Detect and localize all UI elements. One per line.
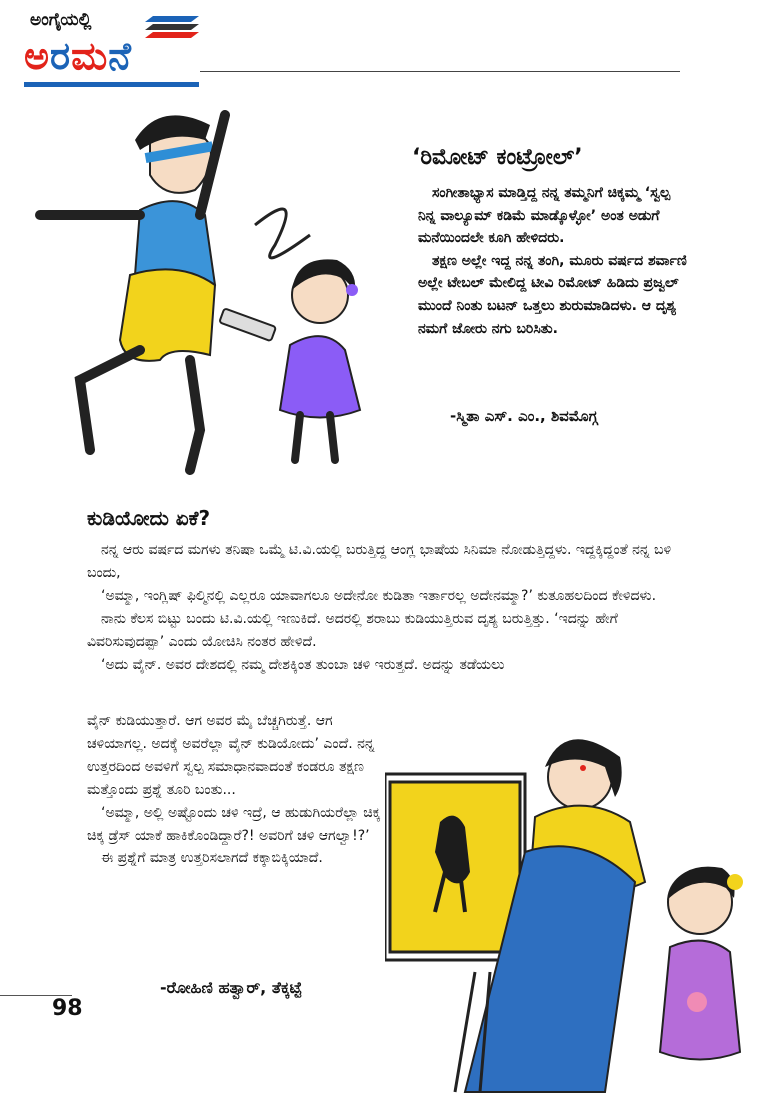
story1-title: ‘ರಿಮೋಟ್ ಕಂಟ್ರೋಲ್’ xyxy=(412,145,583,170)
story2-body-full-width xyxy=(87,539,677,676)
boy-dancing-girl-remote-illustration xyxy=(0,95,395,490)
masthead-title xyxy=(24,34,132,79)
story1-paragraph: ಸಂಗೀತಾಭ್ಯಾಸ ಮಾಡ್ತಿದ್ದ ನನ್ನ ತಮ್ಮನಿಗೆ ಚಿಕ್ಕಮ್ಮ ‘ಸ್ವಲ್ಪ ನಿನ್ನ ವಾಲ್ಯೂಮ್ ಕಡಿಮೆ ಮಾಡ್ಕೊಳ್ಳೋ’ ಅಂತ ಅಡುಗೆ ಮನೆಯಿಂದಲೇ ಕೂಗಿ ಹೇಳಿದರು. xyxy=(418,185,671,247)
story2-paragraph: ವೈನ್ ಕುಡಿಯುತ್ತಾರೆ. ಆಗ ಅವರ ಮೈ ಬೆಚ್ಚಗಿರುತ್ತೆ. ಆಗ ಚಳಿಯಾಗಲ್ಲ. ಅದಕ್ಕೆ ಅವರೆಲ್ಲಾ ವೈನ್ ಕುಡಿಯೋದು’ ಎಂದೆ. ನನ್ನ ಉತ್ತರದಿಂದ ಅವಳಿಗೆ ಸ್ವಲ್ಪ ಸಮಾಧಾನವಾದಂತೆ ಕಂಡರೂ ತಕ್ಷಣ ಮತ್ತೊಂದು ಪ್ರಶ್ನೆ ತೂರಿ ಬಂತು... xyxy=(87,713,375,798)
story1-signature: -ಸ್ಮಿತಾ ಎಸ್. ಎಂ., ಶಿವಮೊಗ್ಗ xyxy=(450,407,598,425)
story2-paragraph: ‘ಅದು ವೈನ್. ಅವರ ದೇಶದಲ್ಲಿ ನಮ್ಮ ದೇಶಕ್ಕಿಂತ ತುಂಬಾ ಚಳಿ ಇರುತ್ತದೆ. ಅದನ್ನು ತಡೆಯಲು xyxy=(101,656,505,673)
story2-paragraph: ಈ ಪ್ರಶ್ನೆಗೆ ಮಾತ್ರ ಉತ್ತರಿಸಲಾಗದೆ ಕಕ್ಕಾಬಿಕ್ಕಿಯಾದೆ. xyxy=(101,850,323,867)
story2-body-narrow xyxy=(87,710,387,870)
masthead-stripes-graphic xyxy=(145,14,200,40)
story2-title: ಕುಡಿಯೋದು ಏಕೆ? xyxy=(87,506,211,530)
header-divider xyxy=(200,71,680,72)
story2-paragraph: ‘ಅಮ್ಮಾ, ಅಲ್ಲಿ ಅಷ್ಟೊಂದು ಚಳಿ ಇದ್ರೆ, ಆ ಹುಡುಗಿಯರೆಲ್ಲಾ ಚಿಕ್ಕ ಚಿಕ್ಕ ಡ್ರೆಸ್ ಯಾಕೆ ಹಾಕಿಕೊಂಡಿದ್ದಾರೆ?! ಅವರಿಗೆ ಚಳಿ ಆಗಲ್ವಾ!?’ xyxy=(87,804,381,844)
masthead-top-text: ಅಂಗೈಯಲ್ಲಿ xyxy=(30,10,92,30)
story2-paragraph: ‘ಅಮ್ಮಾ, ಇಂಗ್ಲಿಷ್ ಫಿಲ್ಮಿನಲ್ಲಿ ಎಲ್ಲರೂ ಯಾವಾಗಲೂ ಅದೇನೋ ಕುಡಿತಾ ಇರ್ತಾರಲ್ಲ ಅದೇನಮ್ಮಾ?’ ಕುತೂಹಲದಿಂದ ಕೇಳಿದಳು. xyxy=(101,587,657,604)
masthead-underline xyxy=(24,82,199,87)
masthead-char-4: ನೆ xyxy=(108,34,132,78)
story2-signature: -ರೋಹಿಣಿ ಹತ್ವಾರ್, ತೆಕ್ಕಟ್ಟೆ xyxy=(160,978,302,997)
story1-paragraph: ತಕ್ಷಣ ಅಲ್ಲೇ ಇದ್ದ ನನ್ನ ತಂಗಿ, ಮೂರು ವರ್ಷದ ಶರ್ವಾಣಿ ಅಲ್ಲೇ ಟೇಬಲ್ ಮೇಲಿದ್ದ ಟೀವಿ ರಿಮೋಟ್ ಹಿಡಿದು ಪ್ರಜ್ವಲ್ ಮುಂದೆ ನಿಂತು ಬಟನ್ ಒತ್ತಲು ಶುರುಮಾಡಿದಳು. ಆ ದೃಶ್ಯ ನಮಗೆ ಜೋರು ನಗು ಬರಿಸಿತು. xyxy=(418,252,687,337)
mother-daughter-tv-illustration xyxy=(385,722,767,1093)
masthead-char-1: ಅ xyxy=(24,34,51,78)
masthead-char-2: ರ xyxy=(50,34,72,78)
story2-paragraph: ನಾನು ಕೆಲಸ ಬಿಟ್ಟು ಬಂದು ಟಿ.ವಿ.ಯಲ್ಲಿ ಇಣುಕಿದೆ. ಅದರಲ್ಲಿ ಶರಾಬು ಕುಡಿಯುತ್ತಿರುವ ದೃಶ್ಯ ಬರುತ್ತಿತ್ತು. ‘ಇದನ್ನು ಹೇಗೆ ವಿವರಿಸುವುದಪ್ಪಾ’ ಎಂದು ಯೋಚಿಸಿ ನಂತರ ಹೇಳಿದೆ. xyxy=(87,610,618,650)
story1-body xyxy=(418,182,688,340)
page-number: 98 xyxy=(52,996,83,1021)
masthead-char-3: ಮ xyxy=(71,34,109,78)
story2-paragraph: ನನ್ನ ಆರು ವರ್ಷದ ಮಗಳು ತನಿಷಾ ಒಮ್ಮೆ ಟಿ.ವಿ.ಯಲ್ಲಿ ಬರುತ್ತಿದ್ದ ಆಂಗ್ಲ ಭಾಷೆಯ ಸಿನಿಮಾ ನೋಡುತ್ತಿದ್ದಳು. ಇದ್ದಕ್ಕಿದ್ದಂತೆ ನನ್ನ ಬಳಿ ಬಂದು, xyxy=(87,542,672,581)
